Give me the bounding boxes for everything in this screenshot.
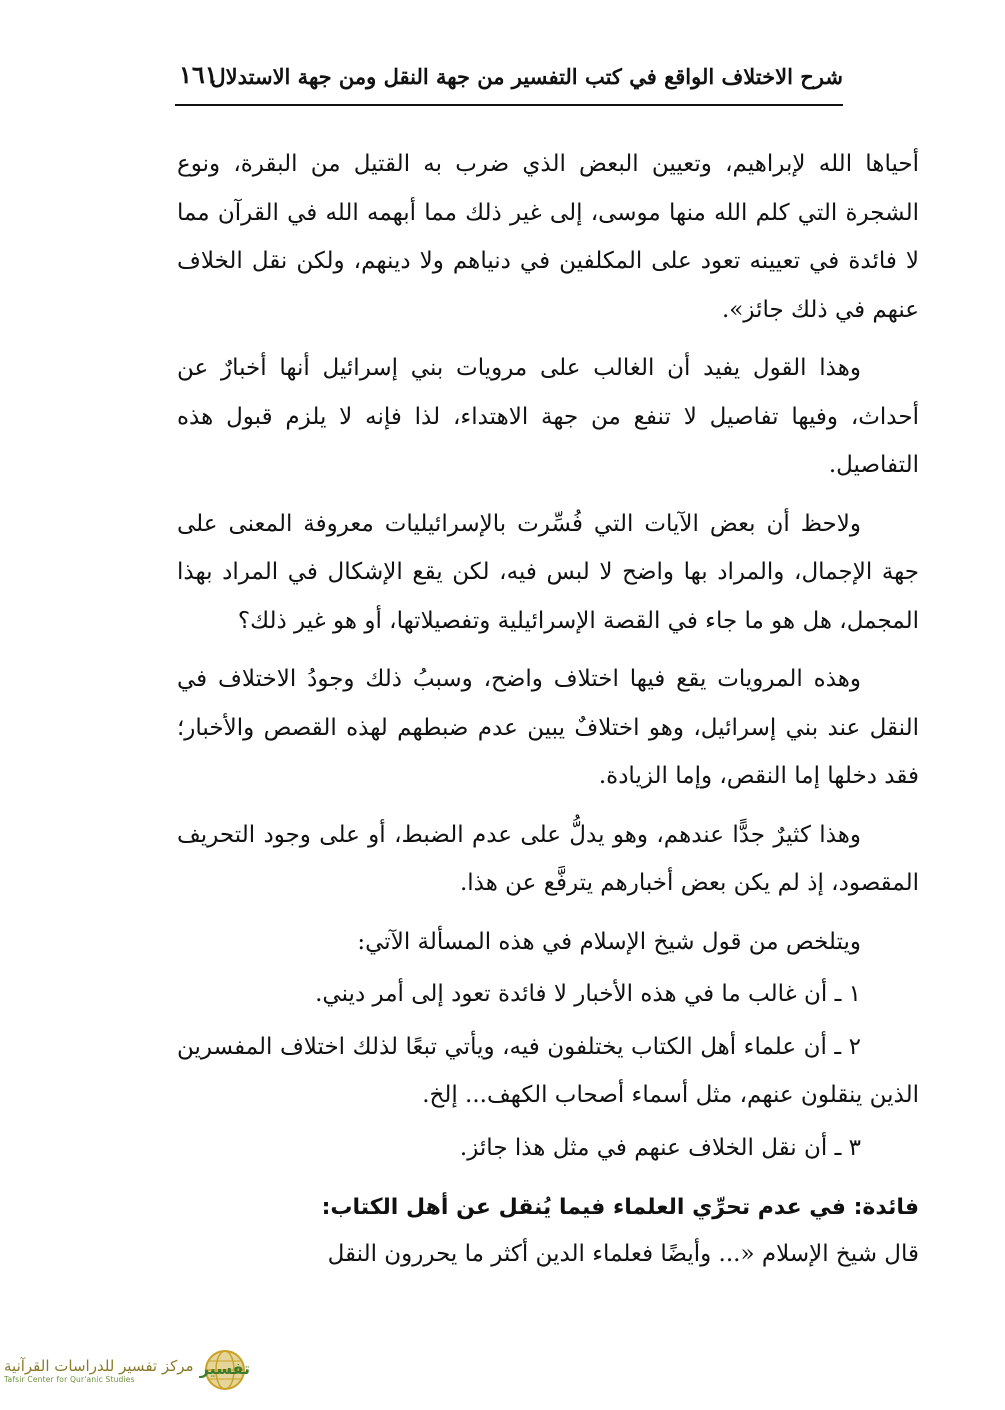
section-heading: فائدة: في عدم تحرِّي العلماء فيما يُنقل عن أهل الكتاب: — [321, 1195, 919, 1220]
summary-point-1: ١ ـ أن غالب ما في هذه الأخبار لا فائدة تعود إلى أمر ديني. — [315, 981, 861, 1007]
summary-point-2: ٢ ـ أن علماء أهل الكتاب يختلفون فيه، ويأتي تبعًا لذلك اختلاف المفسرين الذين ينقلون عنهم، مثل أسماء أصحاب الكهف... إلخ. — [177, 1033, 919, 1108]
publisher-logo — [4, 1345, 254, 1395]
logo-mark — [200, 1347, 250, 1393]
logo-english-name: Tafsir Center for Qur'anic Studies — [4, 1374, 135, 1384]
summary-point-3: ٣ ـ أن نقل الخلاف عنهم في مثل هذا جائز. — [459, 1134, 861, 1161]
logo-mark-word: تفسير — [199, 1359, 250, 1378]
logo-text-block — [4, 1357, 200, 1384]
paragraph-4: وهذه المرويات يقع فيها اختلاف واضح، وسببُ ذلك وجودُ الاختلاف في النقل عند بني إسرائيل، وهو اختلافٌ يبين عدم ضبطهم لهذه القصص والأخبار؛ فقد دخلها إما النقص، وإما الزيادة. — [177, 666, 919, 789]
paragraph-5: وهذا كثيرٌ جدًّا عندهم، وهو يدلُّ على عدم الضبط، أو على وجود التحريف المقصود، إذ لم يكن بعض أخبارهم يترفَّع عن هذا. — [177, 821, 919, 896]
logo-name: مركز تفسير للدراسات القرآنية — [4, 1356, 194, 1375]
closing-paragraph: قال شيخ الإسلام «... وأيضًا فعلماء الدين أكثر ما يحررون النقل — [327, 1241, 919, 1267]
page-body — [177, 140, 919, 1289]
paragraph-1: أحياها الله لإبراهيم، وتعيين البعض الذي ضرب به القتيل من البقرة، ونوع الشجرة التي كلم الله منها موسى، إلى غير ذلك مما أبهمه الله في القرآن مما لا فائدة في تعيينه تعود على المكلفين في دنياهم ولا دينهم، ولكن نقل الخلاف عنهم في ذلك جائز». — [177, 151, 919, 323]
summary-intro: ويتلخص من قول شيخ الإسلام في هذه المسألة الآتي: — [357, 928, 861, 955]
page-number: ١٦١ — [179, 60, 218, 89]
paragraph-3: ولاحظ أن بعض الآيات التي فُسِّرت بالإسرائيليات معروفة المعنى على جهة الإجمال، والمراد بها واضح لا لبس فيه، لكن يقع الإشكال في المراد بهذا المجمل، هل هو ما جاء في القصة الإسرائيلية وتفصيلاتها، أو هو غير ذلك؟ — [177, 510, 919, 634]
running-header — [175, 58, 843, 106]
paragraph-2: وهذا القول يفيد أن الغالب على مرويات بني إسرائيل أنها أخبارٌ عن أحداث، وفيها تفاصيل لا تنفع من جهة الاهتداء، لذا فإنه لا يلزم قبول هذه التفاصيل. — [177, 355, 919, 478]
header-title: شرح الاختلاف الواقع في كتب التفسير من جهة النقل ومن جهة الاستدلال — [210, 64, 843, 89]
